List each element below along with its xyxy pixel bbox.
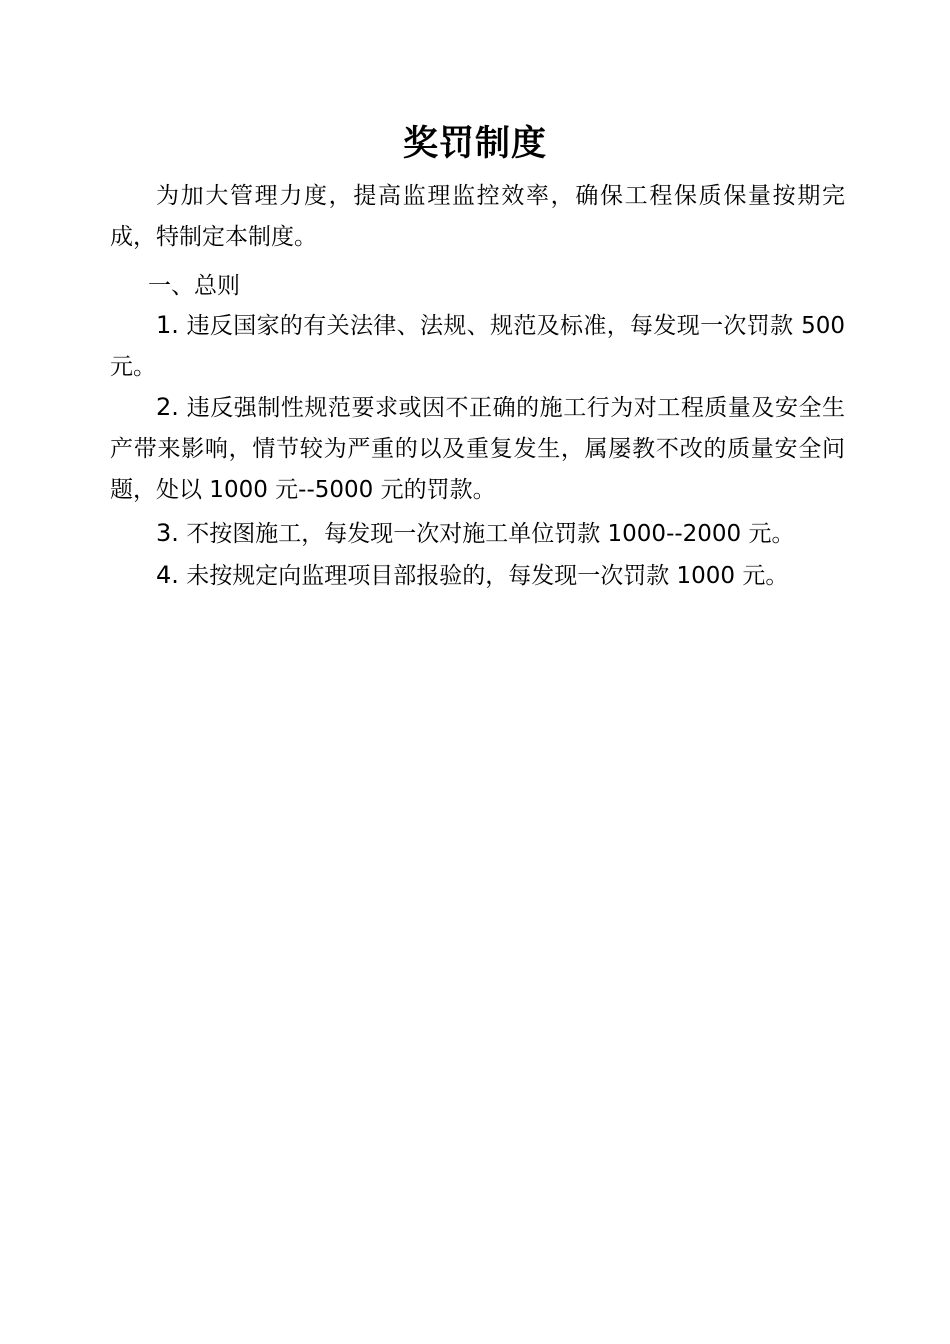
rule-text: 不按图施工，每发现一次对施工单位罚款 1000--2000 元。 xyxy=(186,521,795,547)
rule-item-1 xyxy=(110,305,845,388)
rule-item-2 xyxy=(110,387,845,511)
section-heading: 一、总则 xyxy=(148,273,240,299)
rule-number: 1. xyxy=(156,311,179,339)
rule-text: 违反国家的有关法律、法规、规范及标准，每发现一次罚款 500 元。 xyxy=(110,313,845,380)
intro-paragraph: 为加大管理力度，提高监理监控效率，确保工程保质保量按期完成，特制定本制度。 xyxy=(110,183,845,250)
rule-item-4 xyxy=(110,555,845,597)
rule-number: 3. xyxy=(156,519,179,547)
document-title: 奖罚制度 xyxy=(402,124,547,164)
rule-number: 2. xyxy=(156,393,179,421)
rule-item-3 xyxy=(110,513,845,555)
rule-text: 违反强制性规范要求或因不正确的施工行为对工程质量及安全生产带来影响，情节较为严重的以及重复发生，属屡教不改的质量安全问题，处以 1000 元--5000 元的罚款。 xyxy=(110,395,846,503)
rule-text: 未按规定向监理项目部报验的，每发现一次罚款 1000 元。 xyxy=(186,563,789,589)
rule-number: 4. xyxy=(156,561,179,589)
